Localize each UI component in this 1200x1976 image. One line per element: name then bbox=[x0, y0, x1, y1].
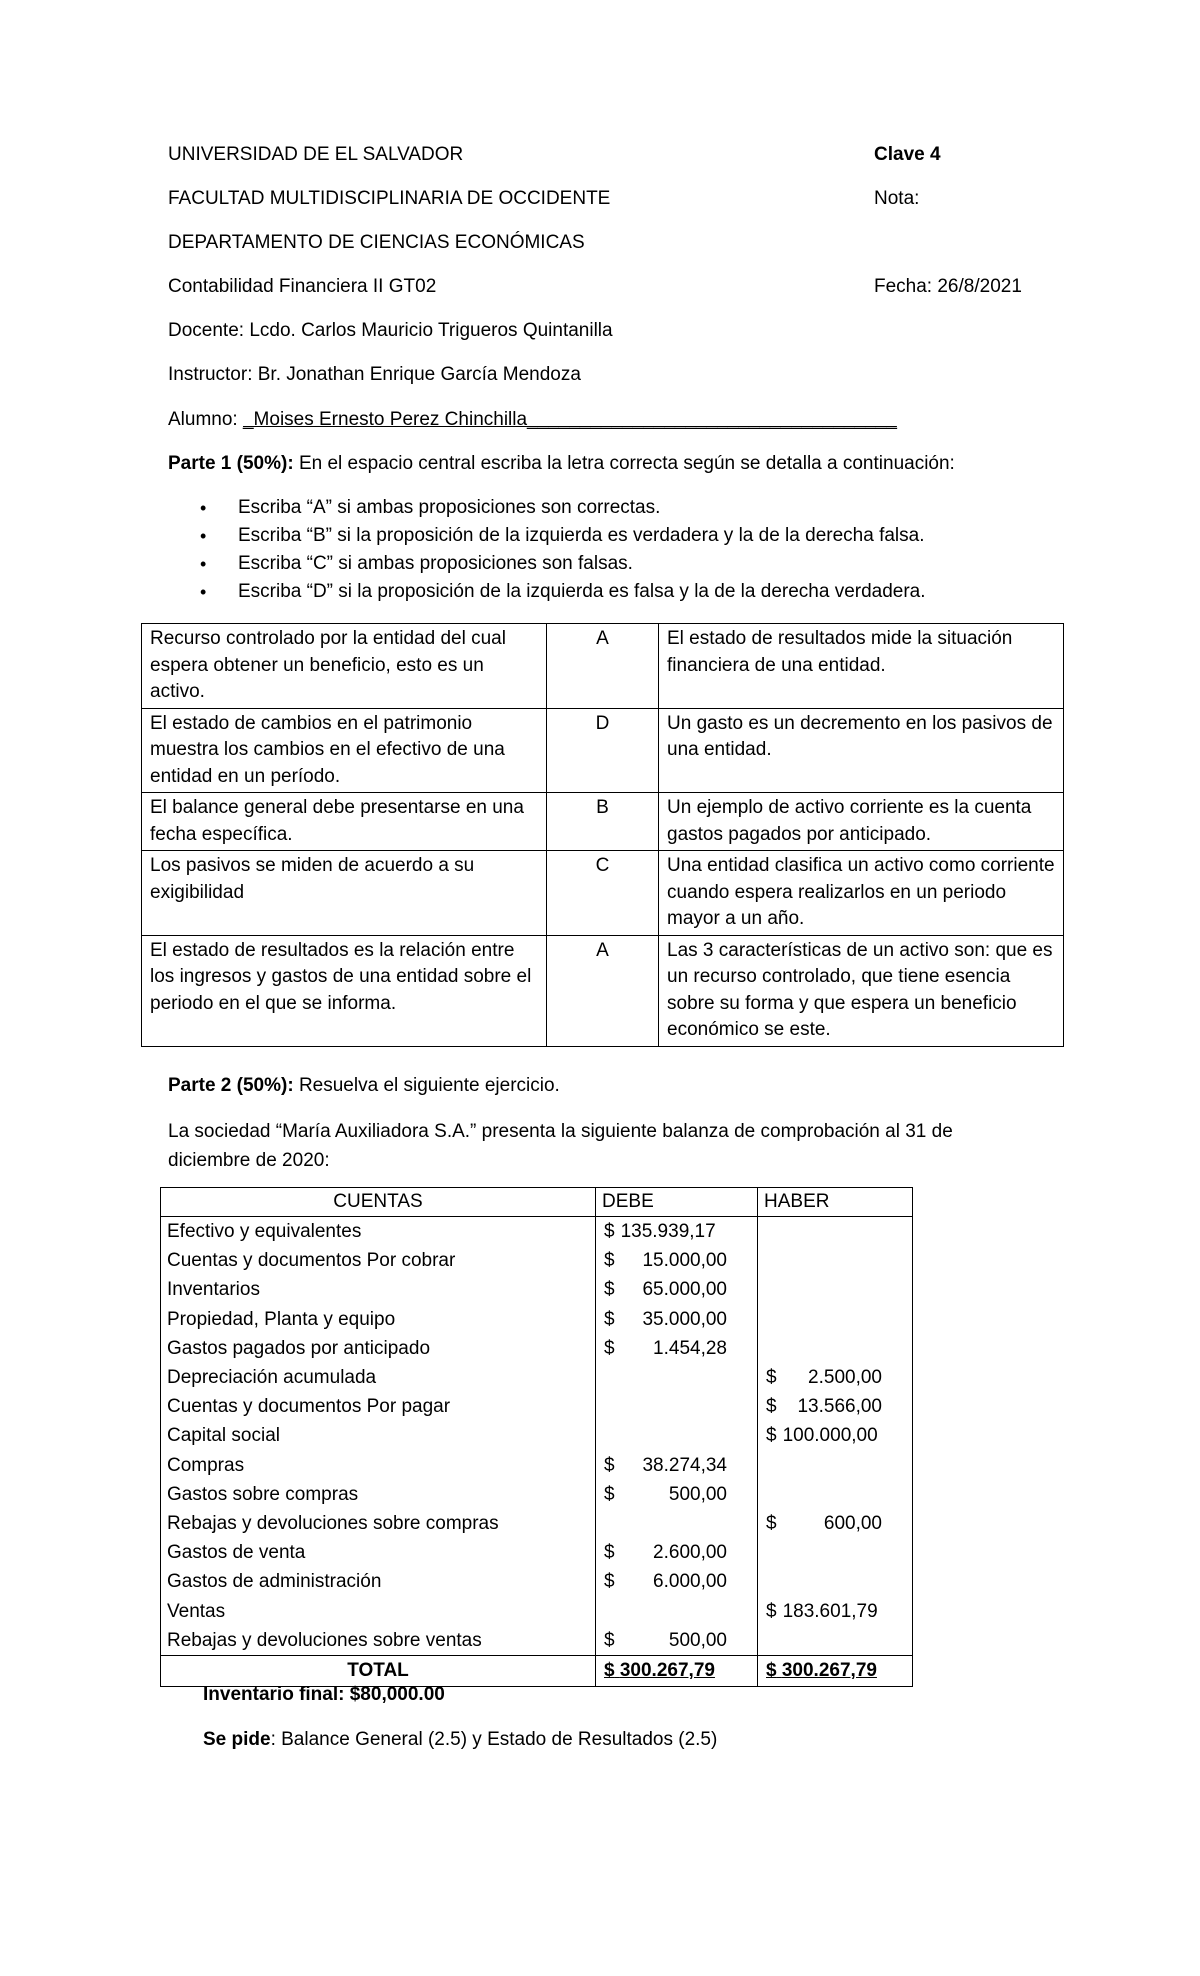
table-row bbox=[161, 1597, 913, 1626]
debe-amount: $ 6.000,00 bbox=[596, 1567, 758, 1596]
haber-amount bbox=[758, 1626, 913, 1656]
list-item: • Escriba “C” si ambas proposiciones son falsas. bbox=[168, 550, 1068, 578]
debe-amount bbox=[596, 1597, 758, 1626]
haber-amount: $ 2.500,00 bbox=[758, 1363, 913, 1392]
course-name: Contabilidad Financiera II GT02 bbox=[168, 276, 437, 297]
trial-balance-body bbox=[161, 1217, 913, 1656]
part1-text: En el espacio central escriba la letra correcta según se detalla a continuación: bbox=[293, 453, 955, 474]
table-row bbox=[161, 1217, 913, 1247]
haber-amount bbox=[758, 1480, 913, 1509]
debe-amount: $ 1.454,28 bbox=[596, 1334, 758, 1363]
total-debe: $ 300.267,79 bbox=[596, 1656, 758, 1687]
haber-amount: $ 600,00 bbox=[758, 1509, 913, 1538]
table-row bbox=[142, 624, 1064, 709]
bullet-icon: • bbox=[200, 582, 207, 602]
haber-amount: $ 183.601,79 bbox=[758, 1597, 913, 1626]
haber-amount bbox=[758, 1246, 913, 1275]
header-row-5 bbox=[168, 319, 1048, 345]
debe-amount bbox=[596, 1421, 758, 1450]
list-item: • Escriba “B” si la proposición de la izquierda es verdadera y la de la derecha falsa. bbox=[168, 522, 1068, 550]
university-name: UNIVERSIDAD DE EL SALVADOR bbox=[168, 144, 464, 165]
account-name: Cuentas y documentos Por cobrar bbox=[161, 1246, 596, 1275]
bullet-icon: • bbox=[200, 526, 207, 546]
header-row-4 bbox=[168, 275, 1048, 301]
alumno-label: Alumno: bbox=[168, 409, 243, 430]
account-name: Compras bbox=[161, 1451, 596, 1480]
part1-instruction bbox=[168, 452, 1068, 476]
header-row-1 bbox=[168, 143, 1048, 169]
bullet-icon: • bbox=[200, 498, 207, 518]
debe-amount: $ 500,00 bbox=[596, 1480, 758, 1509]
table-row bbox=[161, 1246, 913, 1275]
table-row bbox=[161, 1451, 913, 1480]
header-row-3 bbox=[168, 231, 1048, 257]
haber-amount bbox=[758, 1567, 913, 1596]
col-header-debe: DEBE bbox=[596, 1188, 758, 1217]
part2-text: Resuelva el siguiente ejercicio. bbox=[293, 1075, 560, 1096]
table-row bbox=[161, 1305, 913, 1334]
trial-balance-table bbox=[160, 1187, 913, 1687]
list-item: • Escriba “A” si ambas proposiciones son correctas. bbox=[168, 494, 1068, 522]
account-name: Rebajas y devoluciones sobre compras bbox=[161, 1509, 596, 1538]
proposition-right: El estado de resultados mide la situación financiera de una entidad. bbox=[659, 624, 1064, 709]
total-haber: $ 300.267,79 bbox=[758, 1656, 913, 1687]
se-pide-line bbox=[203, 1728, 1103, 1752]
table-row bbox=[161, 1334, 913, 1363]
proposition-right: Una entidad clasifica un activo como corriente cuando espera realizarlos en un periodo mayor a un año. bbox=[659, 851, 1064, 936]
proposition-left: El estado de resultados es la relación entre los ingresos y gastos de una entidad sobre el periodo en el que se informa. bbox=[142, 935, 547, 1046]
proposition-right: Un gasto es un decremento en los pasivos de una entidad. bbox=[659, 708, 1064, 793]
account-name: Depreciación acumulada bbox=[161, 1363, 596, 1392]
debe-amount bbox=[596, 1363, 758, 1392]
account-name: Ventas bbox=[161, 1597, 596, 1626]
bullet-icon: • bbox=[200, 554, 207, 574]
haber-amount: $ 100.000,00 bbox=[758, 1421, 913, 1450]
clave-label: Clave 4 bbox=[874, 144, 941, 165]
table-row bbox=[142, 793, 1064, 851]
docente-line: Docente: Lcdo. Carlos Mauricio Trigueros Quintanilla bbox=[168, 320, 613, 341]
haber-amount bbox=[758, 1334, 913, 1363]
debe-amount: $ 65.000,00 bbox=[596, 1275, 758, 1304]
account-name: Cuentas y documentos Por pagar bbox=[161, 1392, 596, 1421]
account-name: Gastos de venta bbox=[161, 1538, 596, 1567]
alumno-line bbox=[168, 408, 897, 432]
proposition-right: Las 3 características de un activo son: que es un recurso controlado, que tiene esencia sobre su forma y que espera un beneficio económico se este. bbox=[659, 935, 1064, 1046]
table-row bbox=[161, 1567, 913, 1596]
haber-amount bbox=[758, 1451, 913, 1480]
header-row-7 bbox=[168, 408, 1048, 434]
table-row bbox=[161, 1421, 913, 1450]
table-row bbox=[161, 1392, 913, 1421]
alumno-name: _Moises Ernesto Perez Chinchilla___________________________________ bbox=[242, 409, 897, 430]
part2-instruction bbox=[168, 1074, 1068, 1098]
part2-title: Parte 2 (50%): bbox=[168, 1075, 294, 1096]
account-name: Capital social bbox=[161, 1421, 596, 1450]
proposition-left: Recurso controlado por la entidad del cual espera obtener un beneficio, esto es un activo. bbox=[142, 624, 547, 709]
table-row bbox=[161, 1480, 913, 1509]
nota-label: Nota: bbox=[874, 188, 920, 209]
department-name: DEPARTAMENTO DE CIENCIAS ECONÓMICAS bbox=[168, 232, 585, 253]
debe-amount: $ 15.000,00 bbox=[596, 1246, 758, 1275]
table-row bbox=[161, 1363, 913, 1392]
col-header-haber: HABER bbox=[758, 1188, 913, 1217]
total-row bbox=[161, 1656, 913, 1687]
table-header-row bbox=[161, 1188, 913, 1217]
answer-cell: B bbox=[547, 793, 659, 851]
account-name: Gastos pagados por anticipado bbox=[161, 1334, 596, 1363]
col-header-cuentas: CUENTAS bbox=[161, 1188, 596, 1217]
inventario-final: Inventario final: $80,000.00 bbox=[203, 1684, 445, 1705]
proposition-left: El estado de cambios en el patrimonio muestra los cambios en el efectivo de una entidad en un período. bbox=[142, 708, 547, 793]
table-row bbox=[161, 1538, 913, 1567]
haber-amount: $ 13.566,00 bbox=[758, 1392, 913, 1421]
part1-bullet-list bbox=[168, 494, 1068, 606]
haber-amount bbox=[758, 1538, 913, 1567]
header-row-6 bbox=[168, 363, 1048, 389]
answer-cell: A bbox=[547, 624, 659, 709]
proposition-left: Los pasivos se miden de acuerdo a su exigibilidad bbox=[142, 851, 547, 936]
list-item: • Escriba “D” si la proposición de la izquierda es falsa y la de la derecha verdadera. bbox=[168, 578, 1068, 606]
debe-amount: $ 35.000,00 bbox=[596, 1305, 758, 1334]
debe-amount bbox=[596, 1392, 758, 1421]
table-row bbox=[161, 1626, 913, 1656]
table-row bbox=[142, 851, 1064, 936]
se-pide-text: : Balance General (2.5) y Estado de Resultados (2.5) bbox=[270, 1729, 718, 1750]
debe-amount: $ 135.939,17 bbox=[596, 1217, 758, 1247]
account-name: Efectivo y equivalentes bbox=[161, 1217, 596, 1247]
se-pide-label: Se pide bbox=[203, 1729, 271, 1750]
proposition-left: El balance general debe presentarse en una fecha específica. bbox=[142, 793, 547, 851]
account-name: Gastos sobre compras bbox=[161, 1480, 596, 1509]
answer-cell: C bbox=[547, 851, 659, 936]
total-label: TOTAL bbox=[161, 1656, 596, 1687]
account-name: Gastos de administración bbox=[161, 1567, 596, 1596]
instructor-line: Instructor: Br. Jonathan Enrique García Mendoza bbox=[168, 364, 581, 385]
part2-intro: La sociedad “María Auxiliadora S.A.” presenta la siguiente balanza de comprobación al 31 de diciembre de 2020: bbox=[168, 1121, 953, 1171]
debe-amount: $ 2.600,00 bbox=[596, 1538, 758, 1567]
debe-amount: $ 500,00 bbox=[596, 1626, 758, 1656]
table-row bbox=[142, 708, 1064, 793]
account-name: Inventarios bbox=[161, 1275, 596, 1304]
haber-amount bbox=[758, 1217, 913, 1247]
answer-cell: D bbox=[547, 708, 659, 793]
part1-title: Parte 1 (50%): bbox=[168, 453, 294, 474]
account-name: Propiedad, Planta y equipo bbox=[161, 1305, 596, 1334]
fecha-label: Fecha: 26/8/2021 bbox=[874, 276, 1022, 297]
propositions-table bbox=[141, 623, 1064, 1047]
debe-amount bbox=[596, 1509, 758, 1538]
haber-amount bbox=[758, 1305, 913, 1334]
table-row bbox=[161, 1275, 913, 1304]
table-row bbox=[161, 1509, 913, 1538]
table-row bbox=[142, 935, 1064, 1046]
account-name: Rebajas y devoluciones sobre ventas bbox=[161, 1626, 596, 1656]
faculty-name: FACULTAD MULTIDISCIPLINARIA DE OCCIDENTE bbox=[168, 188, 611, 209]
debe-amount: $ 38.274,34 bbox=[596, 1451, 758, 1480]
haber-amount bbox=[758, 1275, 913, 1304]
header-row-2 bbox=[168, 187, 1048, 213]
answer-cell: A bbox=[547, 935, 659, 1046]
proposition-right: Un ejemplo de activo corriente es la cuenta gastos pagados por anticipado. bbox=[659, 793, 1064, 851]
